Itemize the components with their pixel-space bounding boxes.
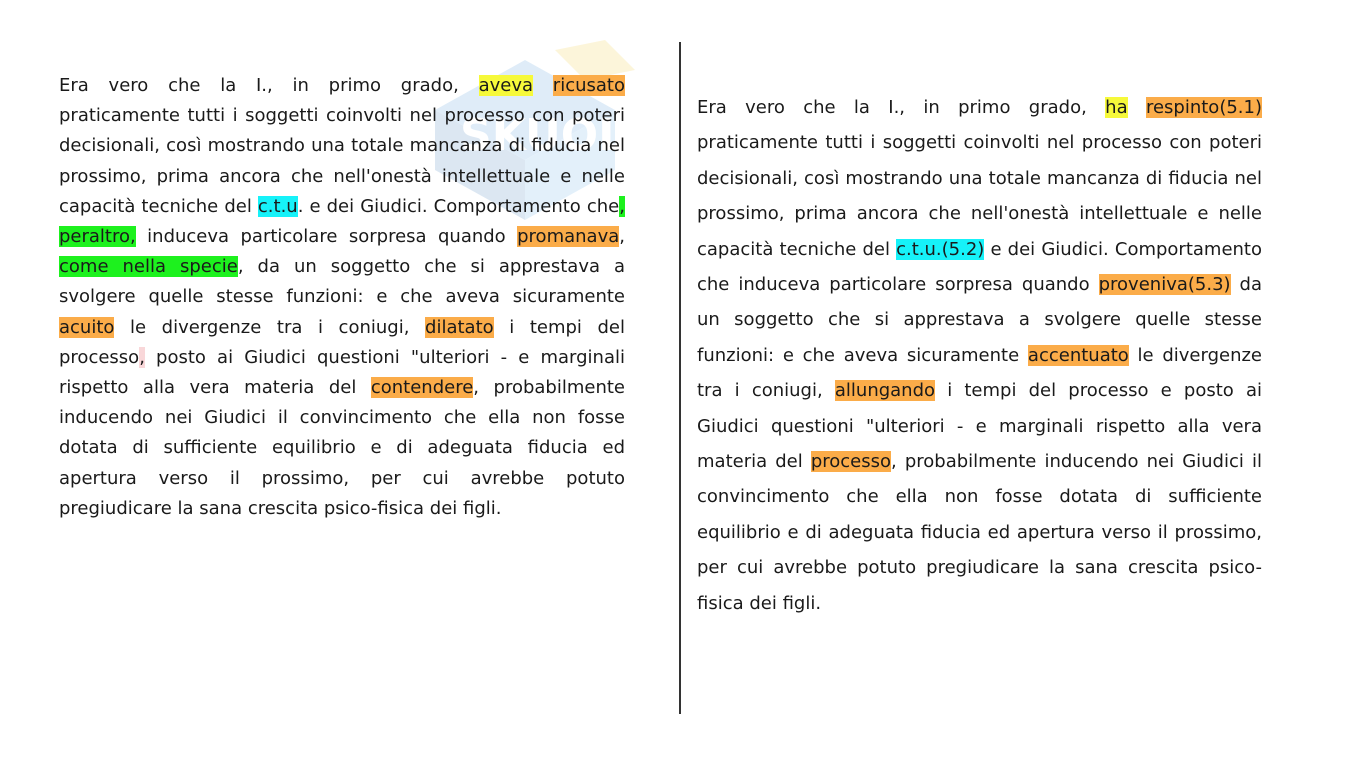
original-text-column xyxy=(59,71,625,524)
text-segment: , probabilmente inducendo nei Giudici il convincimento che ella non fosse dotata di sufficiente equilibrio e di adeguata fiducia ed apertura verso il prossimo, per cui avrebbe potuto pregiudicare la sana crescita psico-fisica dei figli. xyxy=(59,377,625,519)
revised-text-column xyxy=(697,90,1262,621)
text-segment xyxy=(533,75,553,96)
highlight-green: , peraltro, xyxy=(59,195,625,248)
highlight-orange: contendere xyxy=(370,377,474,399)
original-paragraph xyxy=(59,71,625,524)
highlight-cyan: c.t.u.(5.2) xyxy=(896,238,985,260)
highlight-orange: allungando xyxy=(834,380,936,402)
text-segment: praticamente tutti i soggetti coinvolti nel processo con poteri decisionali, così mostrando una totale mancanza di fiducia nel prossimo, prima ancora che nell'onestà intellettuale e nelle capacità tecniche del xyxy=(59,105,625,217)
text-segment: i tempi del processo xyxy=(59,316,626,368)
highlight-orange: promanava xyxy=(517,226,620,248)
column-divider xyxy=(679,42,681,714)
text-segment: Era vero che la I., in primo grado, xyxy=(697,97,1106,118)
highlight-orange: acuito xyxy=(59,316,115,338)
watermark-text: SKUOLA.net xyxy=(460,110,760,161)
revised-paragraph xyxy=(697,90,1262,621)
text-segment: i tempi del processo e posto ai Giudici questioni "ulteriori - e marginali rispetto alla vera materia del xyxy=(697,380,1262,473)
highlight-pink: , xyxy=(139,346,145,368)
text-segment xyxy=(1128,97,1146,118)
text-segment: , probabilmente inducendo nei Giudici il convincimento che ella non fosse dotata di sufficiente equilibrio e di adeguata fiducia ed apertura verso il prossimo, per cui avrebbe potuto pregiudicare la sana crescita psico-fisica dei figli. xyxy=(697,451,1262,614)
text-segment: induceva particolare sorpresa quando xyxy=(135,226,518,248)
text-segment: posto ai Giudici questioni "ulteriori - e marginali rispetto alla vera materia del xyxy=(59,346,625,399)
highlight-orange: ricusato xyxy=(552,75,625,96)
text-segment: . e dei Giudici. Comportamento che xyxy=(297,195,620,217)
highlight-orange: processo xyxy=(810,451,892,473)
text-segment: praticamente tutti i soggetti coinvolti nel processo con poteri decisionali, così mostrando una totale mancanza di fiducia nel prossimo, prima ancora che nell'onestà intellettuale e nelle capacità tecniche del xyxy=(697,132,1262,260)
text-segment: le divergenze tra i coniugi, xyxy=(697,344,1263,402)
text-segment: , xyxy=(619,226,625,248)
highlight-cyan: c.t.u xyxy=(257,195,298,217)
text-segment: le divergenze tra i coniugi, xyxy=(114,316,426,338)
highlight-orange: dilatato xyxy=(425,316,494,338)
highlight-orange: respinto(5.1) xyxy=(1145,97,1262,118)
text-segment: e dei Giudici. Comportamento che induceva particolare sorpresa quando xyxy=(697,238,1263,296)
highlight-orange: accentuato xyxy=(1027,344,1129,366)
highlight-green: come nella specie xyxy=(59,256,238,278)
highlight-yellow: aveva xyxy=(478,75,534,96)
text-segment: , da un soggetto che si apprestava a svolgere quelle stesse funzioni: e che aveva sicuramente xyxy=(59,256,626,308)
text-segment: da un soggetto che si apprestava a svolgere quelle stesse funzioni: e che aveva sicuramente xyxy=(697,274,1262,366)
text-segment: Era vero che la I., in primo grado, xyxy=(59,75,479,96)
highlight-yellow: ha xyxy=(1105,97,1128,118)
highlight-orange: proveniva(5.3) xyxy=(1098,274,1231,296)
